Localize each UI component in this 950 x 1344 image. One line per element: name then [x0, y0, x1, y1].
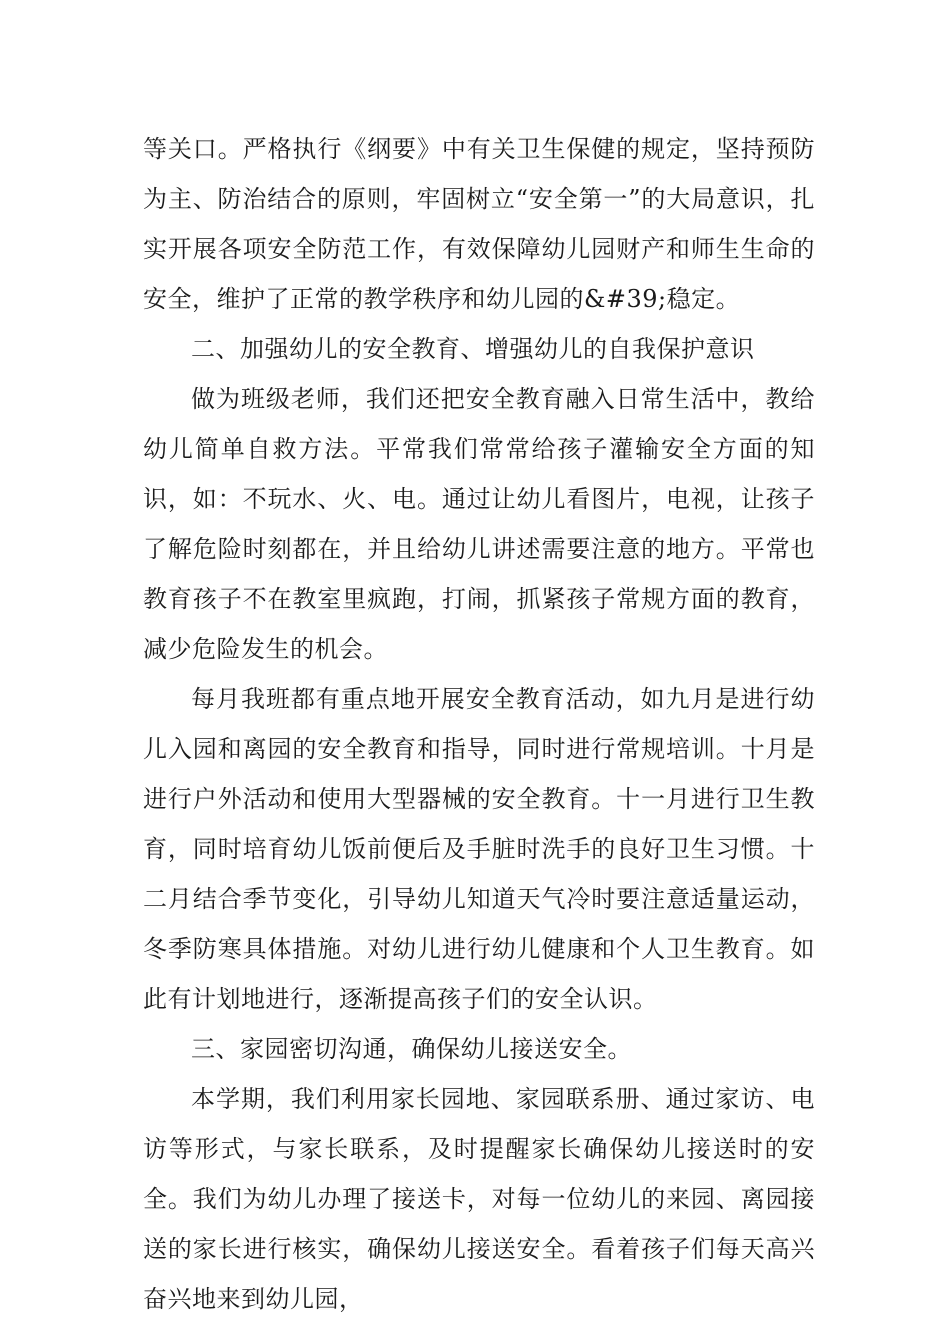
paragraph-continuation: 等关口。严格执行《纲要》中有关卫生保健的规定，坚持预防为主、防治结合的原则，牢固树立“安全第一”的大局意识，扎实开展各项安全防范工作，有效保障幼儿园财产和师生生命的安全，维护了正常的教学秩序和幼儿园的&#39;稳定。 — [143, 135, 815, 313]
paragraph-teacher-education: 做为班级老师，我们还把安全教育融入日常生活中，教给幼儿简单自救方法。平常我们常常给孩子灌输安全方面的知识，如：不玩水、火、电。通过让幼儿看图片，电视，让孩子了解危险时刻都在，并且给幼儿讲述需要注意的地方。平常也教育孩子不在教室里疯跑，打闹，抓紧孩子常规方面的教育，减少危险发生的机会。 — [143, 385, 815, 663]
document-body — [143, 124, 815, 1324]
section-heading-2: 二、加强幼儿的安全教育、增强幼儿的自我保护意识 — [191, 335, 755, 363]
section-heading-3: 三、家园密切沟通，确保幼儿接送安全。 — [191, 1035, 632, 1063]
paragraph-monthly-activities: 每月我班都有重点地开展安全教育活动，如九月是进行幼儿入园和离园的安全教育和指导，同时进行常规培训。十月是进行户外活动和使用大型器械的安全教育。十一月进行卫生教育，同时培育幼儿饭前便后及手脏时洗手的良好卫生习惯。十二月结合季节变化，引导幼儿知道天气冷时要注意适量运动，冬季防寒具体措施。对幼儿进行幼儿健康和个人卫生教育。如此有计划地进行，逐渐提高孩子们的安全认识。 — [143, 685, 815, 1013]
paragraph-parent-communication: 本学期，我们利用家长园地、家园联系册、通过家访、电访等形式，与家长联系，及时提醒家长确保幼儿接送时的安全。我们为幼儿办理了接送卡，对每一位幼儿的来园、离园接送的家长进行核实，确保幼儿接送安全。看着孩子们每天高兴奋兴地来到幼儿园， — [143, 1085, 815, 1313]
